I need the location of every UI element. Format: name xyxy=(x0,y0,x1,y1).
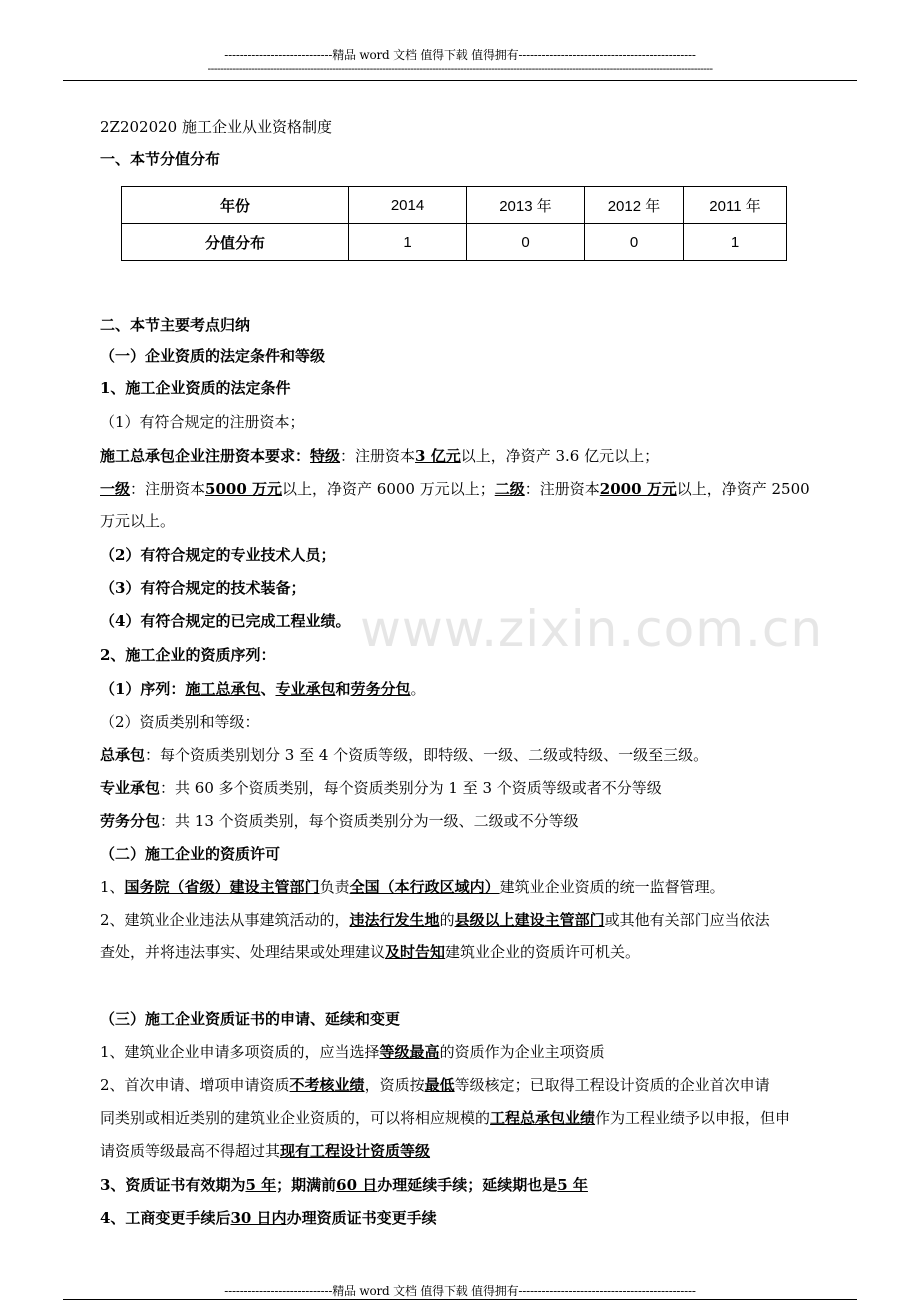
certificate-item-2-cont: 同类别或相近类别的建筑业企业资质的，可以将相应规模的工程总承包业绩作为工程业绩予以申报，但申 xyxy=(100,1109,791,1127)
condition-registered-capital: （1）有符合规定的注册资本； xyxy=(100,413,305,431)
permit-item-2: 2、建筑业企业违法从事建筑活动的，违法行发生地的县级以上建设主管部门或其他有关部门应当依法 xyxy=(100,911,770,929)
capital-requirement-line: 施工总承包企业注册资本要求：特级：注册资本3 亿元以上，净资产 3.6 亿元以上； xyxy=(100,447,660,465)
heading-key-points: 二、本节主要考点归纳 xyxy=(100,316,251,334)
sequence-line: （1）序列：施工总承包、专业承包和劳务分包。 xyxy=(100,680,426,698)
page-footer-text: ----------------------------精品 word 文档 值得下载 值得拥有---------------------------------------------- xyxy=(224,1284,696,1298)
condition-technical-equipment: （3）有符合规定的技术装备； xyxy=(100,579,306,597)
category-heading: （2）资质类别和等级： xyxy=(100,713,260,731)
certificate-item-2: 2、首次申请、增项申请资质不考核业绩，资质按最低等级核定；已取得工程设计资质的企业首次申请 xyxy=(100,1076,770,1094)
footer-rule xyxy=(63,1299,857,1300)
certificate-item-4: 4、工商变更手续后30 日内办理资质证书变更手续 xyxy=(100,1209,437,1227)
grade-capital-line: 一级：注册资本5000 万元以上，净资产 6000 万元以上；二级：注册资本2000 万元以上，净资产 2500 xyxy=(100,480,810,498)
certificate-item-2-cont2: 请资质等级最高不得超过其现有工程设计资质等级 xyxy=(100,1142,431,1160)
section-title: 2Z202020 施工企业从业资格制度 xyxy=(100,118,332,136)
table-row xyxy=(122,224,787,261)
table-cell: 1 xyxy=(349,224,467,261)
table-header-row xyxy=(122,187,787,224)
permit-item-2-cont: 查处，并将违法事实、处理结果或处理建议及时告知建筑业企业的资质许可机关。 xyxy=(100,943,641,961)
heading-qualification-sequence: 2、施工企业的资质序列： xyxy=(100,646,276,664)
condition-project-performance: （4）有符合规定的已完成工程业绩。 xyxy=(100,612,351,630)
heading-legal-conditions: 1、施工企业资质的法定条件 xyxy=(100,379,291,397)
table-cell: 1 xyxy=(684,224,787,261)
subheading-qualification-permit: （二）施工企业的资质许可 xyxy=(100,845,281,863)
subheading-certificate: （三）施工企业资质证书的申请、延续和变更 xyxy=(100,1010,401,1028)
table-cell: 0 xyxy=(467,224,585,261)
table-cell: 2012 年 xyxy=(585,187,684,224)
heading-score-distribution: 一、本节分值分布 xyxy=(100,150,221,168)
grade-capital-line-cont: 万元以上。 xyxy=(100,512,176,530)
certificate-item-3: 3、资质证书有效期为5 年；期满前60 日办理延续手续；延续期也是5 年 xyxy=(100,1176,588,1194)
permit-item-1: 1、国务院（省级）建设主管部门负责全国（本行政区域内）建筑业企业资质的统一监督管理。 xyxy=(100,878,725,896)
certificate-item-1: 1、建筑业企业申请多项资质的，应当选择等级最高的资质作为企业主项资质 xyxy=(100,1043,605,1061)
table-cell: 2011 年 xyxy=(684,187,787,224)
table-cell: 年份 xyxy=(122,187,349,224)
general-contracting-line: 总承包：每个资质类别划分 3 至 4 个资质等级，即特级、一级、二级或特级、一级至三级。 xyxy=(100,746,709,764)
watermark: www.zixin.com.cn xyxy=(360,600,824,658)
table-cell: 2013 年 xyxy=(467,187,585,224)
specialty-contracting-line: 专业承包：共 60 多个资质类别，每个资质类别分为 1 至 3 个资质等级或者不分等级 xyxy=(100,779,662,797)
page-header-text: ----------------------------精品 word 文档 值得下载 值得拥有---------------------------------------------- xyxy=(224,48,696,62)
table-cell: 分值分布 xyxy=(122,224,349,261)
page-header-dashes: ------------------------------------------------------------------------------------------------------------------------------------------------------------------ xyxy=(207,62,713,75)
header-rule xyxy=(63,80,857,81)
score-table xyxy=(121,186,787,261)
labor-subcontracting-line: 劳务分包：共 13 个资质类别，每个资质类别分为一级、二级或不分等级 xyxy=(100,812,579,830)
condition-technical-staff: （2）有符合规定的专业技术人员； xyxy=(100,546,336,564)
table-cell: 0 xyxy=(585,224,684,261)
subheading-qualification-conditions: （一）企业资质的法定条件和等级 xyxy=(100,347,326,365)
table-cell: 2014 xyxy=(349,187,467,224)
